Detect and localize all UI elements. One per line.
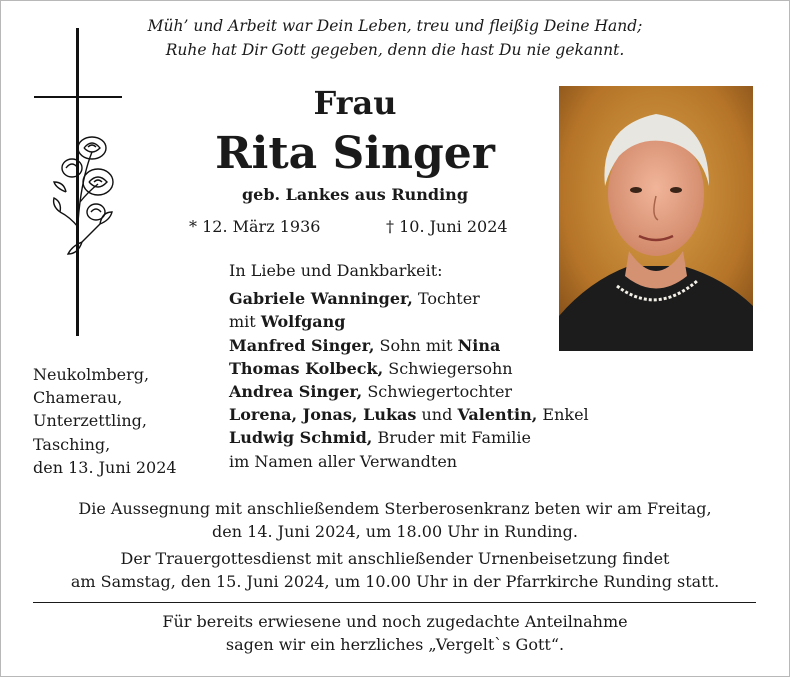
mourner-entry: Lorena, Jonas, Lukas und Valentin, Enkel xyxy=(229,405,589,425)
mourners-list xyxy=(229,259,589,473)
birth-name: geb. Lankes aus Runding xyxy=(241,185,468,204)
salutation: Frau xyxy=(313,84,397,122)
mourner-entry: Ludwig Schmid, Bruder mit Familie xyxy=(229,428,531,448)
blessing-line-2: den 14. Juni 2024, um 18.00 Uhr in Runding. xyxy=(212,522,578,541)
motto-line-2: Ruhe hat Dir Gott gegeben, denn die hast Du nie gekannt. xyxy=(165,41,625,59)
mourner-entry: Gabriele Wanninger, Tochter xyxy=(229,289,480,309)
divider xyxy=(33,602,756,603)
blessing-line-1: Die Aussegnung mit anschließendem Sterberosenkranz beten wir am Freitag, xyxy=(78,499,712,518)
mourner-entry: Thomas Kolbeck, Schwiegersohn xyxy=(229,358,513,378)
death-date: † 10. Juni 2024 xyxy=(386,217,508,236)
mourner-entry: mit Wolfgang xyxy=(229,312,346,332)
roses-icon xyxy=(48,132,118,272)
thanks-line-1: Für bereits erwiesene und noch zugedachte Anteilnahme xyxy=(162,612,628,631)
thanks-line-2: sagen wir ein herzliches „Vergelt`s Gott“. xyxy=(225,635,565,654)
place-line: den 13. Juni 2024 xyxy=(33,457,177,477)
place-line: Tasching, xyxy=(33,434,111,454)
cross-beam xyxy=(34,96,122,98)
place-line: Neukolmberg, xyxy=(33,365,150,384)
mourner-entry: Andrea Singer, Schwiegertochter xyxy=(229,381,513,401)
funeral-line-1: Der Trauergottesdienst mit anschließender Urnenbeisetzung findet xyxy=(120,549,670,568)
place-line: Chamerau, xyxy=(33,388,123,408)
mourner-entry: im Namen aller Verwandten xyxy=(229,451,458,471)
place-line: Unterzettling, xyxy=(33,411,147,431)
motto-line-1: Müh’ und Arbeit war Dein Leben, treu und fleißig Deine Hand; xyxy=(147,17,643,35)
funeral-line-2: am Samstag, den 15. Juni 2024, um 10.00 Uhr in der Pfarrkirche Runding statt. xyxy=(70,572,720,591)
mourner-entry: Manfred Singer, Sohn mit Nina xyxy=(229,335,501,355)
mourners-intro: In Liebe und Dankbarkeit: xyxy=(229,261,443,280)
birth-date: * 12. März 1936 xyxy=(189,217,321,236)
deceased-name: Rita Singer xyxy=(215,128,495,179)
places-list xyxy=(33,363,177,479)
